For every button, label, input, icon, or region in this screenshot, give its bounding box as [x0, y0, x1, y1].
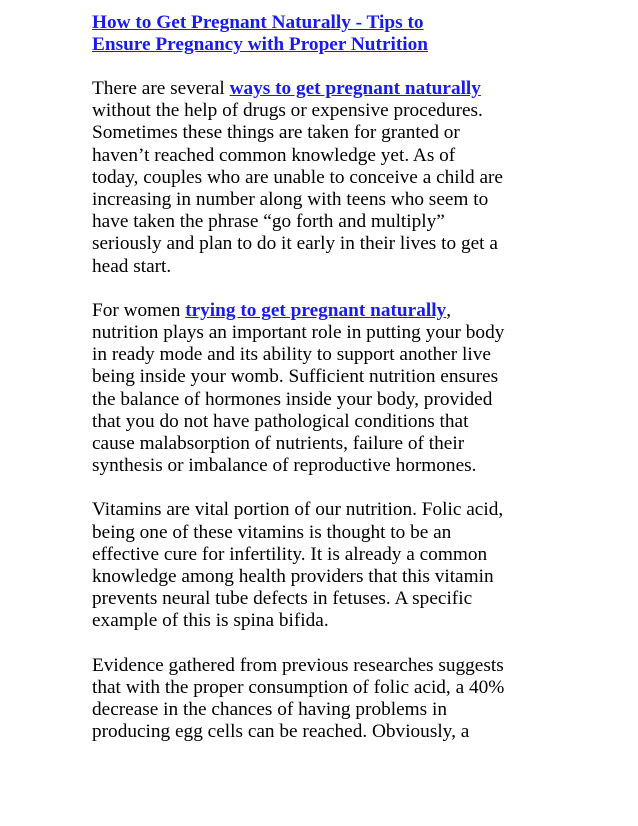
- document-page: [92, 12, 552, 765]
- text-segment: decrease in the chances of having problems in: [92, 699, 447, 721]
- article-body: [92, 78, 552, 743]
- text-segment: synthesis or imbalance of reproductive hormones.: [92, 455, 477, 477]
- text-line: [92, 655, 552, 677]
- text-line: [92, 544, 552, 566]
- text-segment: being one of these vitamins is thought to be an: [92, 521, 452, 543]
- text-line: [92, 566, 552, 588]
- text-segment: seriously and plan to do it early in their lives to get a: [92, 233, 498, 255]
- text-line: [92, 78, 552, 100]
- text-segment: have taken the phrase “go forth and multiply”: [92, 211, 445, 233]
- text-segment: For women: [92, 299, 186, 321]
- text-line: [92, 167, 552, 189]
- text-line: [92, 366, 552, 388]
- text-segment: that with the proper consumption of folic acid, a 40%: [92, 676, 505, 698]
- text-line: [92, 411, 552, 433]
- text-segment: increasing in number along with teens who seem to: [92, 189, 489, 211]
- paragraph: [92, 78, 552, 278]
- text-line: [92, 610, 552, 632]
- text-line: [92, 122, 552, 144]
- text-line: [92, 588, 552, 610]
- text-segment: that you do not have pathological conditions that: [92, 410, 469, 432]
- text-line: [92, 389, 552, 411]
- text-segment: effective cure for infertility. It is already a common: [92, 543, 488, 565]
- text-line: [92, 677, 552, 699]
- text-segment: There are several: [92, 78, 230, 99]
- text-segment: head start.: [92, 255, 172, 277]
- text-segment: being inside your womb. Sufficient nutrition ensures: [92, 366, 499, 388]
- text-line: [92, 699, 552, 721]
- title-line-2: Ensure Pregnancy with Proper Nutrition: [92, 34, 428, 55]
- text-segment: without the help of drugs or expensive procedures.: [92, 100, 483, 122]
- text-line: [92, 499, 552, 521]
- text-line: [92, 344, 552, 366]
- paragraph: [92, 655, 552, 744]
- text-line: [92, 322, 552, 344]
- inline-link[interactable]: ways to get pregnant naturally: [229, 78, 481, 99]
- text-segment: cause malabsorption of nutrients, failure of their: [92, 433, 465, 455]
- text-line: [92, 300, 552, 322]
- text-line: [92, 721, 552, 743]
- text-segment: nutrition plays an important role in putting your body: [92, 322, 505, 344]
- text-line: [92, 256, 552, 278]
- text-segment: today, couples who are unable to conceive a child are: [92, 166, 503, 188]
- text-line: [92, 522, 552, 544]
- text-segment: in ready mode and its ability to support another live: [92, 344, 491, 366]
- text-line: [92, 433, 552, 455]
- text-segment: haven’t reached common knowledge yet. As of: [92, 144, 456, 166]
- text-line: [92, 211, 552, 233]
- text-line: [92, 145, 552, 167]
- text-segment: producing egg cells can be reached. Obviously, a: [92, 721, 470, 743]
- text-line: [92, 100, 552, 122]
- paragraph: [92, 499, 552, 632]
- text-segment: ,: [446, 299, 452, 321]
- title-line-1: How to Get Pregnant Naturally - Tips to: [92, 12, 424, 33]
- text-line: [92, 189, 552, 211]
- text-line: [92, 455, 552, 477]
- text-line: [92, 233, 552, 255]
- document-title: [92, 12, 552, 56]
- text-segment: Evidence gathered from previous researches suggests: [92, 654, 504, 676]
- text-segment: Vitamins are vital portion of our nutrition. Folic acid,: [92, 499, 504, 521]
- text-segment: the balance of hormones inside your body, provided: [92, 388, 493, 410]
- paragraph: [92, 300, 552, 478]
- text-segment: Sometimes these things are taken for granted or: [92, 122, 460, 144]
- text-segment: example of this is spina bifida.: [92, 610, 329, 632]
- title-link[interactable]: [92, 12, 428, 55]
- text-segment: prevents neural tube defects in fetuses. A specific: [92, 588, 473, 610]
- inline-link[interactable]: trying to get pregnant naturally: [185, 299, 447, 321]
- text-segment: knowledge among health providers that this vitamin: [92, 566, 494, 588]
